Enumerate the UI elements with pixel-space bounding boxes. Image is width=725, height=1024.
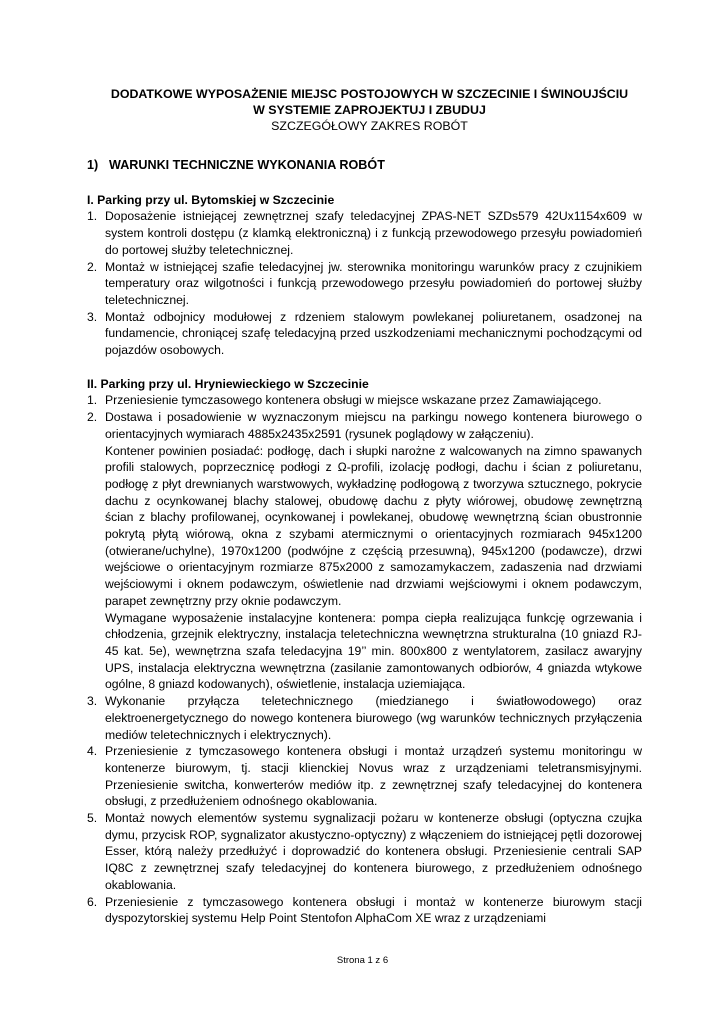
- item-text: Dostawa i posadowienie w wyznaczonym miejscu na parkingu nowego kontenera biurowego o orientacyjnych wymiarach 4885x2435x2591 (rysunek poglądowy w załączeniu).: [105, 410, 642, 441]
- list-item: [87, 743, 642, 810]
- list-item: [87, 309, 642, 359]
- item-number: 5.: [87, 811, 98, 826]
- section-title: WARUNKI TECHNICZNE WYKONANIA ROBÓT: [109, 158, 385, 172]
- list-item: [87, 693, 642, 743]
- item-number: 2.: [87, 259, 98, 274]
- page-number: Strona 1 z 6: [336, 955, 389, 966]
- part-2-list: [87, 392, 642, 927]
- part-1-heading: I. Parking przy ul. Bytomskiej w Szczecinie: [87, 192, 335, 207]
- item-text: Montaż odbojnicy modułowej z rdzeniem stalowym powlekanej poliuretanem, osadzonej na fundamencie, chroniącej szafę teledacyjną przed uszkodzeniami mechanicznymi pochodzącymi od pojazdów osobowych.: [105, 309, 642, 358]
- list-item: [87, 259, 642, 309]
- item-text: Przeniesienie z tymczasowego kontenera obsługi i montaż w kontenerze biurowym stacji dyspozytorskiej systemu Help Point Stentofon AlphaCom XE wraz z urządzeniami: [105, 894, 642, 926]
- title-line-2: W SYSTEMIE ZAPROJEKTUJ I ZBUDUJ: [253, 103, 486, 117]
- item-text: Montaż nowych elementów systemu sygnalizacji pożaru w kontenerze obsługi (optyczna czujka dymu, przycisk ROP, sygnalizator akustyczno-optyczny) z włączeniem do istniejącej pętli dozorowej Esser, którą należy przedłużyć i doprowadzić do kontenera obsługi. Przeniesienie centrali SAP IQ8C z zewnętrznej szafy teledacyjnej do kontenera biurowego, z przedłużeniem odnośnego okablowania.: [105, 811, 642, 892]
- item-number: 2.: [87, 410, 98, 425]
- list-item: [87, 894, 642, 927]
- item-paragraph: Wymagane wyposażenie instalacyjne kontenera: pompa ciepła realizująca funkcję ogrzewania i chłodzenia, grzejnik elektryczny, instalacja teletechniczna wewnętrzna strukturalna (10 gniazd RJ-45 kat. 5e), wewnętrzna szafa teledacyjna 19’’ min. 800x800 z wentylatorem, zasilacz awaryjny UPS, instalacja elektryczna wewnętrzna (zasilanie zamontowanych odbiorów, 4 gniazda wtykowe ogólne, 8 gniazd kodowanych), oświetlenie, instalacja uziemiająca.: [105, 610, 642, 692]
- item-number: 1.: [87, 209, 98, 224]
- item-text: Przeniesienie z tymczasowego kontenera obsługi i montaż urządzeń systemu monitoringu w kontenerze biurowym, tj. stacji klienckiej Novus wraz z urządzeniami teletransmisyjnymi. Przeniesienie switcha, konwerterów mediów itp. z zewnętrznej szafy teledacyjnej do kontenera obsługi, z przedłużeniem odnośnego okablowania.: [105, 744, 642, 809]
- part-1-list: [87, 208, 642, 358]
- item-number: 3.: [87, 309, 98, 324]
- section-number: 1): [87, 158, 99, 172]
- item-number: 1.: [87, 393, 98, 408]
- list-item: [87, 409, 642, 693]
- list-item: [87, 392, 642, 409]
- title-line-3: SZCZEGÓŁOWY ZAKRES ROBÓT: [271, 119, 468, 133]
- part-2-heading: II. Parking przy ul. Hryniewieckiego w Szczecinie: [87, 376, 369, 391]
- document-title: [97, 86, 642, 134]
- item-text: Doposażenie istniejącej zewnętrznej szafy teledacyjnej ZPAS-NET SZDs579 42Ux1154x609 w system kontroli dostępu (z klamką elektroniczną) i z funkcją przewodowego przesyłu powiadomień do portowej służby teletechnicznej.: [105, 209, 642, 257]
- title-line-1: DODATKOWE WYPOSAŻENIE MIEJSC POSTOJOWYCH W SZCZECINIE I ŚWINOUJŚCIU: [110, 87, 629, 101]
- section-heading: [87, 157, 642, 174]
- item-number: 6.: [87, 894, 98, 909]
- list-item: [87, 810, 642, 894]
- item-paragraph: Kontener powinien posiadać: podłogę, dach i słupki narożne z walcowanych na zimno spawanych profili stalowych, poprzecznicę podłogi z Ω-profili, izolację podłogi, dachu i ścian z poliuretanu, podłogę z płyt drewnianych warstwowych, wykładzinę podłogową z tworzywa sztucznego, pokrycie dachu z ocynkowanej blachy stalowej, obudowę dachu z płyty wiórowej, obudowę zewnętrzną ścian z blachy profilowanej, ocynkowanej i powlekanej, obudowę wewnętrzną ścian obustronnie pokrytą płytą wiórową, okna z szybami atermicznymi o orientacyjnych rozmiarach 945x1200 (otwierane/uchylne), 1970x1200 (podwójne z częścią przesuwną), 945x1200 (podawcze), drzwi wejściowe o orientacyjnym rozmiarze 875x2000 z samozamykaczem, zadaszenia nad drzwiami wejściowymi i oknem podawczym, oświetlenie nad drzwiami wejściowymi i oknem podawczym, parapet zewnętrzny przy oknie podawczym.: [105, 443, 642, 608]
- item-text: Przeniesienie tymczasowego kontenera obsługi w miejsce wskazane przez Zamawiającego.: [105, 393, 602, 408]
- item-text: Montaż w istniejącej szafie teledacyjnej jw. sterownika monitoringu warunków pracy z czujnikiem temperatury oraz wilgotności i funkcją przewodowego przesyłu powiadomień do portowej służby teletechnicznej.: [105, 259, 642, 307]
- item-number: 3.: [87, 694, 98, 709]
- list-item: [87, 208, 642, 258]
- item-text: Wykonanie przyłącza teletechnicznego (miedzianego i światłowodowego) oraz elektroenergetycznego do nowego kontenera biurowego (wg warunków technicznych przyłączenia mediów teletechnicznych i elektrycznych).: [105, 694, 642, 742]
- item-number: 4.: [87, 744, 98, 759]
